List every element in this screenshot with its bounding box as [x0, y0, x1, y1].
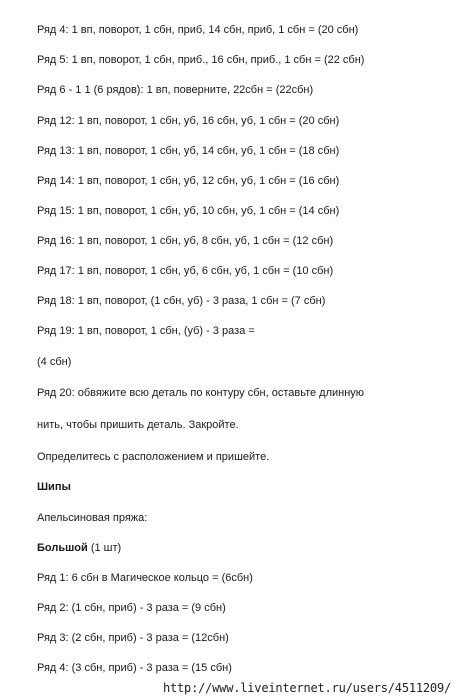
watermark-url: http://www.liveinternet.ru/users/4511209/ [162, 681, 451, 695]
row-line: Ряд 3: (2 сбн, приб) - 3 раза = (12сбн) [37, 632, 229, 644]
size-label: Большой [37, 542, 88, 554]
row-line: нить, чтобы пришить деталь. Закройте. [37, 419, 239, 431]
section-title: Шипы [37, 481, 71, 493]
row-line: Ряд 13: 1 вп, поворот, 1 сбн, уб, 14 сбн, уб, 1 сбн = (18 сбн) [37, 145, 340, 157]
row-line: Ряд 16: 1 вп, поворот, 1 сбн, уб, 8 сбн, уб, 1 сбн = (12 сбн) [37, 235, 334, 247]
row-line: Ряд 1: 6 сбн в Магическое кольцо = (6сбн) [37, 572, 253, 584]
row-line: Ряд 6 - 1 1 (6 рядов): 1 вп, поверните, 22сбн = (22сбн) [37, 84, 314, 96]
row-line: Ряд 12: 1 вп, поворот, 1 сбн, уб, 16 сбн, уб, 1 сбн = (20 сбн) [37, 115, 340, 127]
size-line [37, 541, 121, 555]
row-line: Ряд 4: (3 сбн, приб) - 3 раза = (15 сбн) [37, 662, 232, 674]
row-line: Ряд 20: обвяжите всю деталь по контуру сбн, оставьте длинную [37, 387, 365, 399]
row-line: Ряд 14: 1 вп, поворот, 1 сбн, уб, 12 сбн, уб, 1 сбн = (16 сбн) [37, 175, 340, 187]
row-line: Ряд 2: (1 сбн, приб) - 3 раза = (9 сбн) [37, 602, 226, 614]
row-line: (4 сбн) [37, 356, 72, 368]
row-line: Ряд 5: 1 вп, поворот, 1 сбн, приб., 16 сбн, приб., 1 сбн = (22 сбн) [37, 54, 365, 66]
size-count: (1 шт) [87, 542, 122, 554]
row-line: Ряд 4: 1 вп, поворот, 1 сбн, приб, 14 сбн, приб, 1 сбн = (20 сбн) [37, 24, 359, 36]
row-line: Ряд 19: 1 вп, поворот, 1 сбн, (уб) - 3 раза = [37, 325, 255, 337]
yarn-note: Апельсиновая пряжа: [37, 512, 148, 524]
row-line: Определитесь с расположением и пришейте. [37, 451, 270, 463]
row-line: Ряд 18: 1 вп, поворот, (1 сбн, уб) - 3 раза, 1 сбн = (7 сбн) [37, 295, 326, 307]
row-line: Ряд 17: 1 вп, поворот, 1 сбн, уб, 6 сбн, уб, 1 сбн = (10 сбн) [37, 265, 334, 277]
row-line: Ряд 15: 1 вп, поворот, 1 сбн, уб, 10 сбн, уб, 1 сбн = (14 сбн) [37, 205, 340, 217]
